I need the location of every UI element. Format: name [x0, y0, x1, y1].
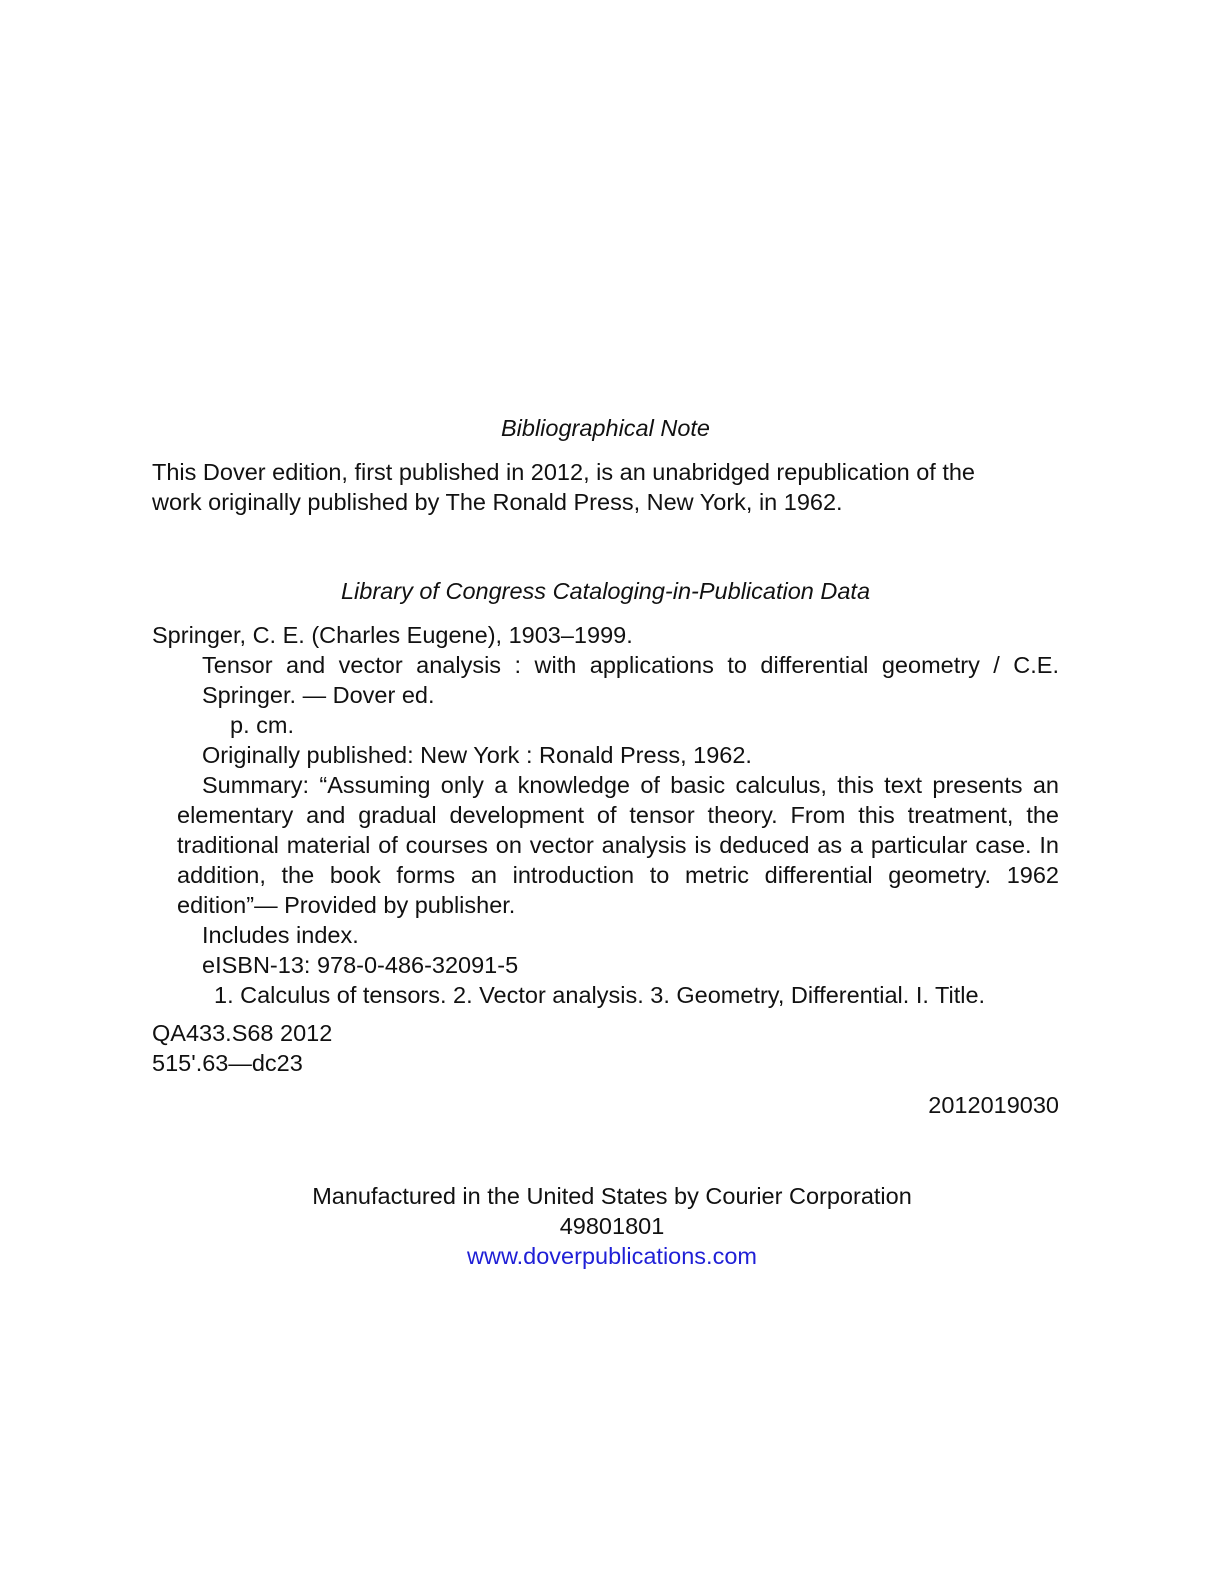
- cip-isbn: eISBN-13: 978-0-486-32091-5: [202, 952, 519, 978]
- cip-original-publication: Originally published: New York : Ronald Press, 1962.: [202, 742, 752, 768]
- lc-classification: QA433.S68 2012: [152, 1020, 333, 1046]
- cip-index-note: Includes index.: [202, 922, 359, 948]
- dewey-classification: 515'.63—dc23: [152, 1050, 303, 1076]
- cip-record: [152, 620, 1059, 1010]
- printing-code: 49801801: [559, 1213, 665, 1239]
- cip-physical-description: p. cm.: [230, 712, 294, 738]
- manufacturer-footer: [0, 1181, 1224, 1271]
- cip-classification: [152, 1018, 1059, 1078]
- bibliographical-note-body: [152, 457, 1059, 517]
- cip-title-statement: Tensor and vector analysis : with applications to differential geometry / C.E. Springer. — Dover ed.: [202, 652, 1059, 708]
- cip-summary: Summary: “Assuming only a knowledge of basic calculus, this text presents an elementary and gradual development of tensor theory. From this treatment, the traditional material of courses on vector analysis is deduced as a particular case. In addition, the book forms an introduction to metric differential geometry. 1962 edition”— Provided by publisher.: [177, 772, 1059, 918]
- website-link[interactable]: www.doverpublications.com: [467, 1243, 757, 1269]
- manufacturer-line: Manufactured in the United States by Courier Corporation: [312, 1183, 912, 1209]
- cip-heading: Library of Congress Cataloging-in-Publication Data: [340, 578, 871, 604]
- bibliographical-note-line-2: work originally published by The Ronald Press, New York, in 1962.: [152, 489, 843, 515]
- bibliographical-note-heading: Bibliographical Note: [500, 415, 710, 441]
- cip-author-line: Springer, C. E. (Charles Eugene), 1903–1999.: [152, 622, 633, 648]
- cip-subjects: 1. Calculus of tensors. 2. Vector analysis. 3. Geometry, Differential. I. Title.: [214, 982, 986, 1008]
- bibliographical-note-line-1: This Dover edition, first published in 2012, is an unabridged republication of the: [152, 459, 976, 485]
- lccn-number: 2012019030: [928, 1092, 1059, 1118]
